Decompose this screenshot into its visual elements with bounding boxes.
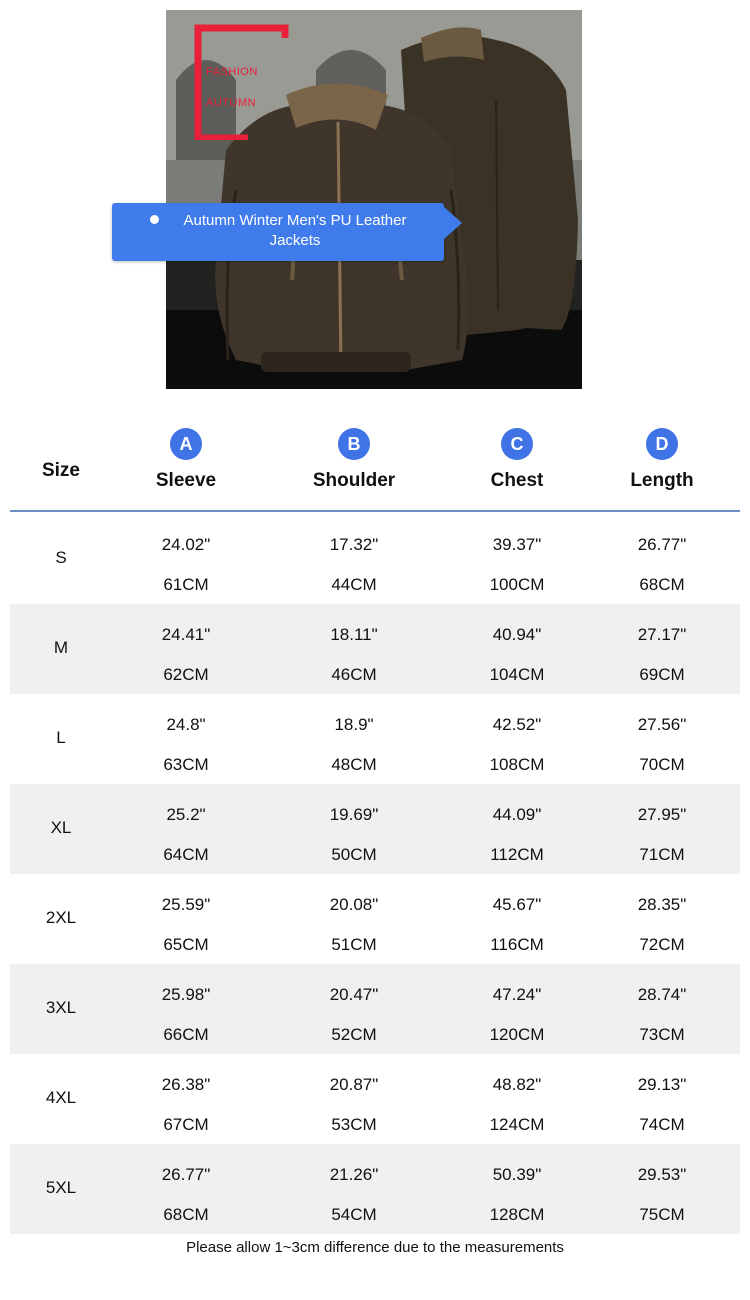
column-title: Sleeve [155,470,217,491]
size-column-header: Size [41,460,81,481]
badge-c: C [501,428,533,460]
table-row [10,1054,740,1144]
table-row [10,874,740,964]
cm-cell: 53CM [331,1115,377,1134]
inch-cell: 50.39" [492,1165,542,1184]
inch-cell: 19.69" [329,805,379,824]
cm-cell: 71CM [639,845,685,864]
cm-cell: 44CM [331,575,377,594]
brand-text-fashion: FASHION [206,66,258,78]
cm-cell: 128CM [489,1205,545,1224]
cm-cell: 116CM [490,935,544,954]
cm-cell: 48CM [331,755,377,774]
table-row [10,694,740,784]
inch-cell: 24.02" [161,535,211,554]
inch-cell: 28.35" [637,895,687,914]
badge-b: B [338,428,370,460]
cm-cell: 67CM [163,1115,209,1134]
cm-cell: 104CM [489,665,545,684]
cm-cell: 63CM [163,755,209,774]
inch-cell: 26.77" [637,535,687,554]
inch-cell: 26.77" [161,1165,211,1184]
cm-cell: 112CM [490,845,544,864]
inch-cell: 25.98" [161,985,211,1004]
inch-cell: 26.38" [161,1075,211,1094]
cm-cell: 69CM [639,665,685,684]
inch-cell: 27.17" [637,625,687,644]
size-cell: S [55,548,67,567]
cm-cell: 66CM [163,1025,209,1044]
size-chart-body [10,514,740,1234]
inch-cell: 28.74" [637,985,687,1004]
brand-logo-frame [190,20,290,140]
column-title: Chest [490,470,544,491]
cm-cell: 75CM [639,1205,685,1224]
inch-cell: 18.9" [334,715,374,734]
cm-cell: 68CM [163,1205,209,1224]
column-header-sleeve [126,428,246,492]
size-cell: XL [50,818,72,837]
table-row [10,604,740,694]
cm-cell: 54CM [331,1205,377,1224]
cm-cell: 50CM [331,845,377,864]
size-cell: M [53,638,69,657]
inch-cell: 20.47" [329,985,379,1004]
inch-cell: 24.8" [166,715,206,734]
table-row [10,784,740,874]
inch-cell: 29.53" [637,1165,687,1184]
inch-cell: 24.41" [161,625,211,644]
cm-cell: 62CM [163,665,209,684]
inch-cell: 27.95" [637,805,687,824]
inch-cell: 25.59" [161,895,211,914]
cm-cell: 73CM [639,1025,685,1044]
cm-cell: 108CM [489,755,545,774]
cm-cell: 100CM [489,575,545,594]
size-cell: 5XL [45,1178,77,1197]
callout-text: Autumn Winter Men's PU Leather Jackets [183,212,407,249]
inch-cell: 18.11" [330,625,378,644]
cm-cell: 74CM [639,1115,685,1134]
inch-cell: 39.37" [492,535,542,554]
bullet-icon [150,215,159,224]
measurement-disclaimer: Please allow 1~3cm difference due to the measurements [186,1239,564,1256]
cm-cell: 72CM [639,935,685,954]
column-header-shoulder [294,428,414,492]
size-cell: 3XL [45,998,77,1017]
inch-cell: 20.87" [329,1075,379,1094]
product-image [166,10,582,389]
cm-cell: 65CM [163,935,209,954]
badge-d: D [646,428,678,460]
inch-cell: 29.13" [637,1075,687,1094]
inch-cell: 42.52" [492,715,542,734]
cm-cell: 124CM [489,1115,545,1134]
inch-cell: 20.08" [329,895,379,914]
product-callout [112,203,444,261]
size-cell: 4XL [45,1088,77,1107]
cm-cell: 46CM [331,665,377,684]
cm-cell: 61CM [163,575,209,594]
inch-cell: 48.82" [492,1075,542,1094]
column-header-chest [457,428,577,492]
badge-a: A [170,428,202,460]
cm-cell: 68CM [639,575,685,594]
table-row [10,964,740,1054]
size-cell: 2XL [45,908,77,927]
column-title: Shoulder [312,470,396,491]
column-header-length [602,428,722,492]
size-chart [10,424,740,1234]
size-cell: L [56,728,66,747]
size-chart-header [10,424,740,512]
inch-cell: 17.32" [329,535,379,554]
cm-cell: 52CM [331,1025,377,1044]
table-row [10,1144,740,1234]
brand-text-autumn: AUTUMN [206,97,257,109]
inch-cell: 40.94" [492,625,542,644]
inch-cell: 47.24" [492,985,542,1004]
cm-cell: 64CM [163,845,209,864]
table-row [10,514,740,604]
inch-cell: 21.26" [329,1165,379,1184]
inch-cell: 27.56" [637,715,687,734]
inch-cell: 25.2" [166,805,206,824]
column-title: Length [630,470,694,491]
cm-cell: 51CM [331,935,377,954]
cm-cell: 70CM [639,755,685,774]
inch-cell: 45.67" [492,895,542,914]
cm-cell: 120CM [489,1025,545,1044]
inch-cell: 44.09" [492,805,542,824]
